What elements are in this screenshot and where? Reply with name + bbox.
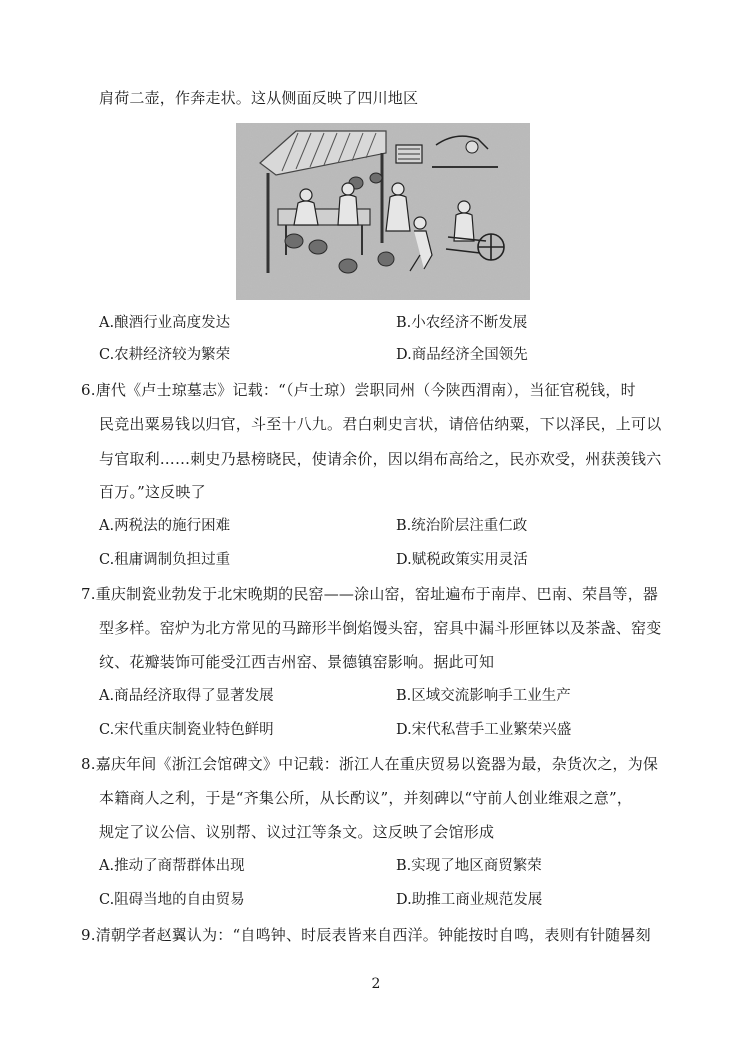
q7-stem-line-3: 纹、花瓣装饰可能受江西吉州窑、景德镇窑影响。据此可知	[99, 653, 495, 671]
q6-option-b[interactable]: B.统治阶层注重仁政	[396, 518, 528, 534]
q7-option-d[interactable]: D.宋代私营手工业繁荣兴盛	[396, 722, 572, 738]
q5-option-d[interactable]: D.商品经济全国领先	[396, 347, 528, 363]
q7-option-a[interactable]: A.商品经济取得了显著发展	[99, 688, 274, 704]
q6-option-c[interactable]: C.租庸调制负担过重	[99, 552, 231, 568]
q8-stem-line-3: 规定了议公信、议别帮、议过江等条文。这反映了会馆形成	[99, 823, 495, 841]
q5-option-a[interactable]: A.酿酒行业高度发达	[99, 315, 231, 331]
q8-option-a[interactable]: A.推动了商帮群体出现	[99, 858, 245, 874]
q7-stem-line-2: 型多样。窑炉为北方常见的马蹄形半倒焰馒头窑，窑具中漏斗形匣钵以及茶盏、窑变	[99, 619, 662, 637]
q8-stem-line-1: 8.嘉庆年间《浙江会馆碑文》中记载：浙江人在重庆贸易以瓷器为最，杂货次之，为保	[81, 755, 659, 773]
q5-stem-tail: 肩荷二壶，作奔走状。这从侧面反映了四川地区	[99, 89, 419, 107]
q6-stem-line-4: 百万。”这反映了	[99, 483, 206, 501]
page-number: 2	[371, 976, 381, 992]
q6-stem-line-2: 民竞出粟易钱以归官，斗至十八九。君白刺史言状，请倍估纳粟，下以泽民，上可以	[99, 415, 662, 433]
q5-option-b[interactable]: B.小农经济不断发展	[396, 315, 528, 331]
q7-option-b[interactable]: B.区域交流影响手工业生产	[396, 688, 571, 704]
q8-option-d[interactable]: D.助推工商业规范发展	[396, 892, 543, 908]
q8-stem-line-2: 本籍商人之利，于是“齐集公所，从长酌议”，并刻碑以“守前人创业维艰之意”，	[99, 789, 633, 807]
q9-stem-line-1: 9.清朝学者赵翼认为：“自鸣钟、时辰表皆来自西洋。钟能按时自鸣，表则有针随晷刻	[81, 926, 651, 944]
q6-option-a[interactable]: A.两税法的施行困难	[99, 518, 231, 534]
q7-option-c[interactable]: C.宋代重庆制瓷业特色鲜明	[99, 722, 274, 738]
q6-option-d[interactable]: D.赋税政策实用灵活	[396, 552, 528, 568]
q6-stem-line-3: 与官取利……刺史乃悬榜晓民，使请余价，因以绢布高给之，民亦欢受，州获羡钱六	[99, 450, 662, 468]
q6-stem-line-1: 6.唐代《卢士琼墓志》记载：“（卢士琼）尝职同州（今陕西渭南），当征官税钱，时	[81, 381, 636, 399]
q8-option-c[interactable]: C.阻碍当地的自由贸易	[99, 892, 245, 908]
q8-option-b[interactable]: B.实现了地区商贸繁荣	[396, 858, 542, 874]
q7-stem-line-1: 7.重庆制瓷业勃发于北宋晚期的民窑——涂山窑，窑址遍布于南岸、巴南、荣昌等，器	[81, 585, 659, 603]
han-relief-image	[236, 123, 530, 300]
q5-option-c[interactable]: C.农耕经济较为繁荣	[99, 347, 231, 363]
